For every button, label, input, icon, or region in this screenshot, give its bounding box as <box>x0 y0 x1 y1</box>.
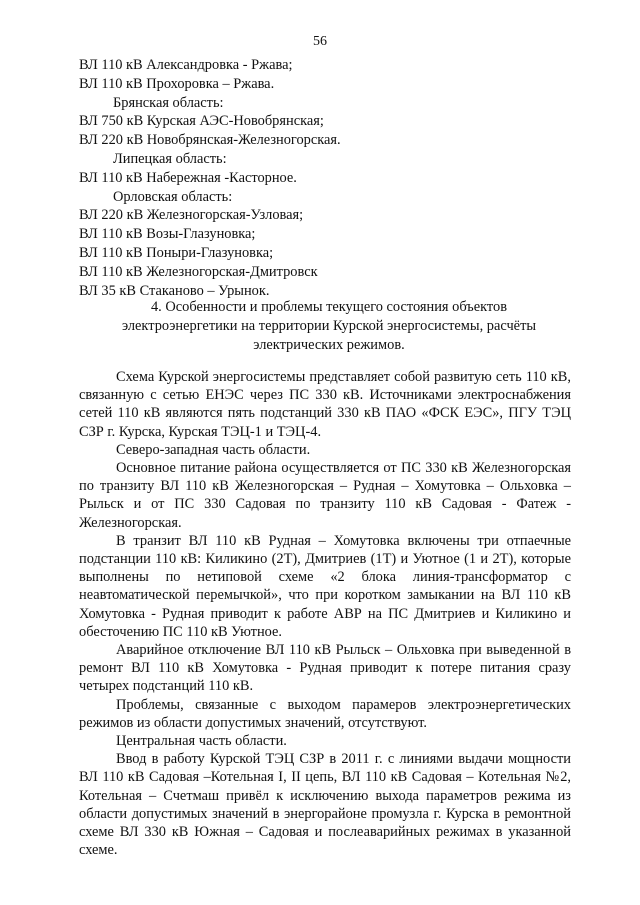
section-heading-line: 4. Особенности и проблемы текущего состояния объектов <box>150 299 508 315</box>
paragraph: Ввод в работу Курской ТЭЦ СЗР в 2011 г. с линиями выдачи мощности ВЛ 110 кВ Садовая –Котельная I, II цепь, ВЛ 110 кВ Садовая – Котельная №2, Котельная – Счетмаш привёл к исключению выхода параметров режима из области допустимых значений в энергорайоне промузла г. Курска в ремонтной схеме ВЛ 330 кВ Южная – Садовая и послеаварийных режимах в указанной схеме. <box>79 751 571 859</box>
paragraph: Основное питание района осуществляется от ПС 330 кВ Железногорская по транзиту ВЛ 110 кВ Железногорская – Рудная – Хомутовка – Ольховка – Рыльск и от ПС 330 Садовая по транзиту 110 кВ Садовая - Фатеж - Железногорская. <box>79 460 571 531</box>
list-item: ВЛ 35 кВ Стаканово – Урынок. <box>79 282 270 299</box>
paragraph: Аварийное отключение ВЛ 110 кВ Рыльск – Ольховка при выведенной в ремонт ВЛ 110 кВ Хомутовка - Рудная приводит к потере питания сразу четырех подстанций 110 кВ. <box>79 642 571 695</box>
body-text <box>79 368 571 859</box>
list-item: ВЛ 110 кВ Набережная -Касторное. <box>79 169 297 186</box>
region-label: Орловская область: <box>113 188 233 205</box>
power-line-list <box>79 56 579 300</box>
region-label: Брянская область: <box>113 94 224 111</box>
section-heading <box>79 298 579 354</box>
list-item: ВЛ 110 кВ Возы-Глазуновка; <box>79 226 256 243</box>
paragraph: Схема Курской энергосистемы представляет собой развитую сеть 110 кВ, связанную с сетью ЕНЭС через ПС 330 кВ. Источниками электроснабжения сетей 110 кВ являются пять подстанций 330 кВ ПАО «ФСК ЕЭС», ПГУ ТЭЦ СЗР г. Курска, Курская ТЭЦ-1 и ТЭЦ-4. <box>79 369 571 440</box>
list-item: ВЛ 110 кВ Железногорская-Дмитровск <box>79 263 318 280</box>
list-item: ВЛ 110 кВ Александровка - Ржава; <box>79 57 293 73</box>
page-number: 56 <box>313 34 327 49</box>
paragraph: В транзит ВЛ 110 кВ Рудная – Хомутовка включены три отпаечные подстанции 110 кВ: Киликино (2Т), Дмитриев (1Т) и Уютное (1 и 2Т), которые выполнены по нетиповой схеме «2 блока линия-трансформатор с неавтоматической перемычкой», что при коротком замыкании на ВЛ 110 кВ Хомутовка - Рудная приводит к работе АВР на ПС Дмитриев и Киликино и обесточению ПС 110 кВ Уютное. <box>79 532 571 640</box>
list-item: ВЛ 220 кВ Новобрянская-Железногорская. <box>79 132 341 149</box>
list-item: ВЛ 750 кВ Курская АЭС-Новобрянская; <box>79 113 324 130</box>
list-item: ВЛ 220 кВ Железногорская-Узловая; <box>79 207 304 224</box>
section-heading-line: электрических режимов. <box>253 336 405 353</box>
list-item: ВЛ 110 кВ Прохоровка – Ржава. <box>79 75 275 92</box>
region-label: Липецкая область: <box>113 150 227 167</box>
subsection-label: Северо-западная часть области. <box>116 441 311 458</box>
section-heading-line: электроэнергетики на территории Курской энергосистемы, расчёты <box>121 317 537 334</box>
list-item: ВЛ 110 кВ Поныри-Глазуновка; <box>79 244 274 261</box>
subsection-label: Центральная часть области. <box>116 733 287 750</box>
paragraph: Проблемы, связанные с выходом парамеров электроэнергетических режимов из области допустимых значений, отсутствуют. <box>79 696 571 731</box>
